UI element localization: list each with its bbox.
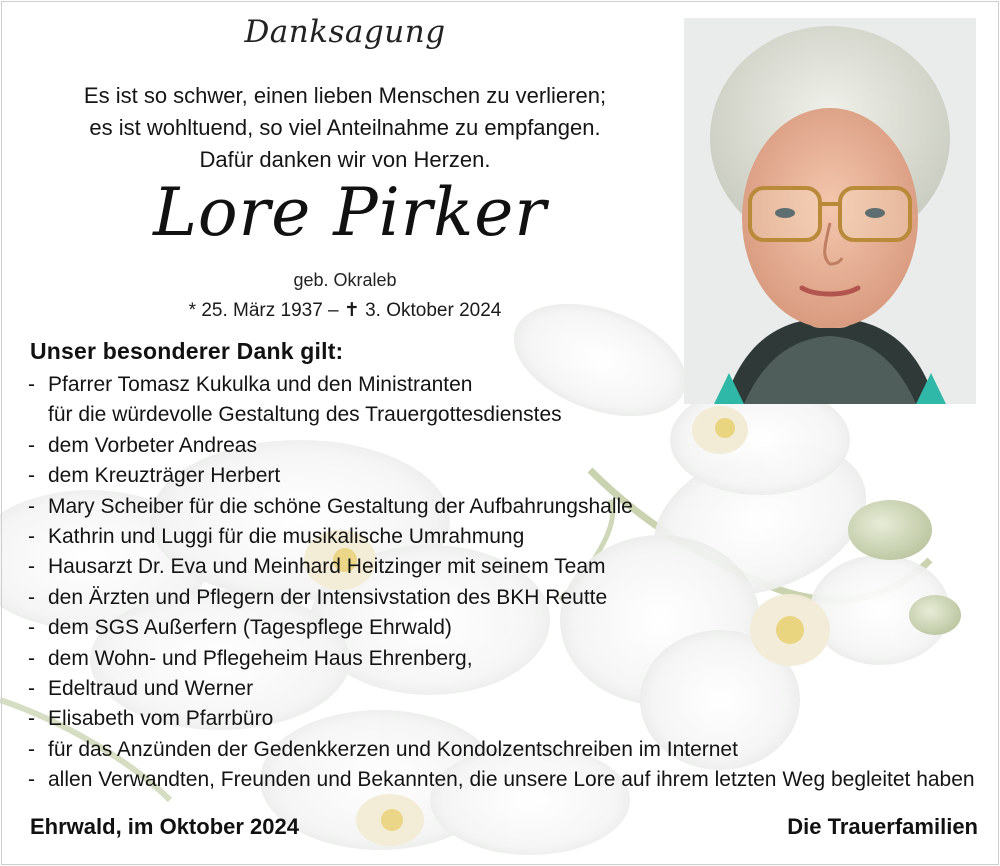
list-item-text: Elisabeth vom Pfarrbüro — [48, 707, 274, 731]
life-dates: * 25. März 1937 – ✝ 3. Oktober 2024 — [188, 300, 502, 321]
thanks-list — [28, 370, 988, 796]
list-item — [28, 583, 988, 613]
list-item-text: Pfarrer Tomasz Kukulka und den Ministranten — [48, 373, 473, 396]
list-dash: - — [28, 737, 35, 761]
list-item-continuation: für die würdevolle Gestaltung des Trauergottesdienstes — [48, 403, 562, 427]
birth-name: geb. Okraleb — [293, 270, 397, 290]
list-item — [28, 674, 988, 704]
list-item — [28, 613, 988, 643]
list-item-text: Kathrin und Luggi für die musikalische Umrahmung — [48, 525, 525, 549]
list-dash: - — [28, 433, 35, 457]
signature: Die Trauerfamilien — [787, 814, 978, 839]
list-item-text: dem Kreuzträger Herbert — [48, 464, 281, 488]
list-dash: - — [28, 555, 35, 579]
list-item — [28, 735, 988, 765]
list-item — [28, 644, 988, 674]
list-dash: - — [28, 646, 35, 670]
list-dash: - — [28, 585, 35, 609]
list-item-text: dem Vorbeter Andreas — [48, 433, 257, 457]
list-dash: - — [28, 373, 35, 396]
list-dash: - — [28, 677, 35, 701]
verse-block — [60, 80, 630, 176]
list-item-text: dem Wohn- und Pflegeheim Haus Ehrenberg, — [48, 646, 473, 670]
verse-line: es ist wohltuend, so viel Anteilnahme zu empfangen. — [89, 115, 601, 140]
list-item-text: den Ärzten und Pflegern der Intensivstation des BKH Reutte — [48, 585, 608, 609]
list-item — [28, 765, 988, 795]
list-item-text: dem SGS Außerfern (Tagespflege Ehrwald) — [48, 616, 452, 640]
list-item-text: für das Anzünden der Gedenkkerzen und Kondolzentschreiben im Internet — [48, 737, 738, 761]
notice-heading: Danksagung — [244, 14, 446, 50]
portrait-photo-icon — [684, 18, 976, 404]
verse-line: Es ist so schwer, einen lieben Menschen zu verlieren; — [83, 83, 607, 108]
list-item — [28, 461, 988, 491]
list-item — [28, 552, 988, 582]
thanks-title: Unser besonderer Dank gilt: — [30, 338, 344, 364]
list-item — [28, 492, 988, 522]
portrait-photo — [684, 18, 976, 404]
list-dash: - — [28, 616, 35, 640]
list-item — [28, 370, 988, 431]
list-item — [28, 431, 988, 461]
verse-line: Dafür danken wir von Herzen. — [199, 147, 491, 172]
list-item — [28, 522, 988, 552]
list-dash: - — [28, 525, 35, 549]
list-item — [28, 704, 988, 734]
list-dash: - — [28, 464, 35, 488]
list-item-text: Mary Scheiber für die schöne Gestaltung der Aufbahrungshalle — [48, 494, 633, 518]
place-date: Ehrwald, im Oktober 2024 — [30, 814, 299, 839]
list-item-text: allen Verwandten, Freunden und Bekannten, die unsere Lore auf ihrem letzten Weg begleitet haben — [48, 768, 975, 792]
list-dash: - — [28, 707, 35, 731]
deceased-name: Lore Pirker — [153, 174, 547, 251]
list-item-text: Edeltraud und Werner — [48, 677, 254, 701]
list-dash: - — [28, 494, 35, 518]
list-dash: - — [28, 768, 35, 792]
list-item-text: Hausarzt Dr. Eva und Meinhard Heitzinger mit seinem Team — [48, 555, 606, 579]
